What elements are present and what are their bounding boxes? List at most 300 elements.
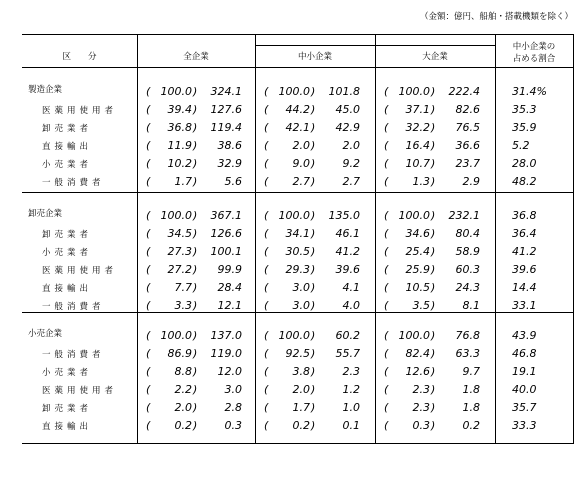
open-paren: (: [384, 121, 389, 134]
close-paren: ): [431, 401, 436, 414]
amount-value: 4.1: [342, 281, 360, 294]
close-paren: ): [431, 299, 436, 312]
close-paren: ): [431, 121, 436, 134]
close-paren: ): [311, 329, 316, 342]
amount-value: 1.2: [342, 383, 360, 396]
percent-value: 39.4: [167, 103, 192, 116]
open-paren: (: [264, 419, 269, 432]
amount-value: 126.6: [210, 227, 242, 240]
percent-value: 1.7: [174, 175, 192, 188]
open-paren: (: [384, 401, 389, 414]
amount-value: 1.0: [342, 401, 360, 414]
close-paren: ): [311, 175, 316, 188]
amount-value: 1.8: [462, 401, 480, 414]
percent-value: 1.3: [412, 175, 430, 188]
share-value: 5.2: [512, 139, 530, 152]
close-paren: ): [311, 365, 316, 378]
amount-value: 55.7: [335, 347, 360, 360]
close-paren: ): [311, 209, 316, 222]
open-paren: (: [146, 365, 151, 378]
open-paren: (: [146, 209, 151, 222]
close-paren: ): [193, 227, 198, 240]
section-title: 製造企業: [28, 85, 63, 95]
open-paren: (: [384, 103, 389, 116]
row-label: 卸売業者: [42, 404, 93, 414]
large-cell: [384, 209, 484, 223]
sme-cell: [264, 347, 364, 361]
percent-value: 100.0: [398, 85, 430, 98]
large-cell: [384, 121, 484, 135]
open-paren: (: [384, 299, 389, 312]
close-paren: ): [431, 365, 436, 378]
share-value: 36.8: [512, 209, 537, 222]
amount-value: 42.9: [335, 121, 360, 134]
amount-value: 41.2: [335, 245, 360, 258]
header-large: 大企業: [422, 52, 448, 62]
row-label: 一般消費者: [42, 178, 105, 188]
share-value: 35.9: [512, 121, 537, 134]
all-cell: [146, 103, 246, 117]
amount-value: 100.1: [210, 245, 242, 258]
row-label: 直接輸出: [42, 422, 93, 432]
amount-value: 99.9: [217, 263, 242, 276]
col-divider: [137, 35, 138, 443]
close-paren: ): [431, 175, 436, 188]
amount-value: 127.6: [210, 103, 242, 116]
amount-value: 367.1: [210, 209, 242, 222]
large-cell: [384, 347, 484, 361]
percent-value: 8.8: [174, 365, 192, 378]
all-cell: [146, 299, 246, 313]
amount-value: 63.3: [455, 347, 480, 360]
close-paren: ): [311, 383, 316, 396]
percent-value: 0.2: [174, 419, 192, 432]
amount-value: 232.1: [448, 209, 480, 222]
row-label: 医薬用使用者: [42, 106, 118, 116]
close-paren: ): [193, 245, 198, 258]
large-cell: [384, 401, 484, 415]
amount-value: 76.5: [455, 121, 480, 134]
large-cell: [384, 85, 484, 99]
amount-value: 119.0: [210, 347, 242, 360]
share-value: 35.3: [512, 103, 537, 116]
close-paren: ): [193, 85, 198, 98]
open-paren: (: [264, 139, 269, 152]
close-paren: ): [431, 245, 436, 258]
open-paren: (: [384, 209, 389, 222]
close-paren: ): [431, 227, 436, 240]
close-paren: ): [431, 139, 436, 152]
percent-value: 10.2: [167, 157, 192, 170]
row-label: 小売業者: [42, 248, 93, 258]
amount-value: 3.0: [224, 383, 242, 396]
percent-value: 2.0: [174, 401, 192, 414]
open-paren: (: [384, 85, 389, 98]
percent-value: 3.0: [292, 299, 310, 312]
open-paren: (: [384, 329, 389, 342]
amount-value: 23.7: [455, 157, 480, 170]
amount-value: 2.8: [224, 401, 242, 414]
amount-value: 76.8: [455, 329, 480, 342]
large-cell: [384, 103, 484, 117]
percent-value: 3.8: [292, 365, 310, 378]
percent-value: 27.2: [167, 263, 192, 276]
close-paren: ): [193, 299, 198, 312]
amount-value: 2.0: [342, 139, 360, 152]
all-cell: [146, 175, 246, 189]
amount-value: 9.2: [342, 157, 360, 170]
share-value: 43.9: [512, 329, 537, 342]
percent-value: 2.3: [412, 383, 430, 396]
share-value: 33.1: [512, 299, 537, 312]
large-cell: [384, 383, 484, 397]
large-cell: [384, 227, 484, 241]
percent-value: 34.5: [167, 227, 192, 240]
col-divider: [255, 35, 256, 443]
large-cell: [384, 281, 484, 295]
amount-value: 8.1: [462, 299, 480, 312]
amount-value: 28.4: [217, 281, 242, 294]
amount-value: 32.9: [217, 157, 242, 170]
percent-value: 27.3: [167, 245, 192, 258]
percent-value: 10.5: [405, 281, 430, 294]
share-value: 48.2: [512, 175, 537, 188]
amount-value: 2.7: [342, 175, 360, 188]
close-paren: ): [431, 263, 436, 276]
sme-cell: [264, 209, 364, 223]
close-paren: ): [193, 139, 198, 152]
large-cell: [384, 157, 484, 171]
close-paren: ): [193, 175, 198, 188]
percent-value: 0.2: [292, 419, 310, 432]
open-paren: (: [264, 157, 269, 170]
open-paren: (: [264, 299, 269, 312]
percent-value: 9.0: [292, 157, 310, 170]
close-paren: ): [193, 121, 198, 134]
percent-value: 100.0: [398, 329, 430, 342]
sme-cell: [264, 263, 364, 277]
percent-value: 2.2: [174, 383, 192, 396]
all-cell: [146, 347, 246, 361]
percent-value: 3.0: [292, 281, 310, 294]
sme-cell: [264, 299, 364, 313]
percent-value: 32.2: [405, 121, 430, 134]
open-paren: (: [146, 401, 151, 414]
percent-value: 42.1: [285, 121, 310, 134]
close-paren: ): [193, 419, 198, 432]
close-paren: ): [193, 209, 198, 222]
open-paren: (: [384, 419, 389, 432]
section-title: 卸売企業: [28, 209, 63, 219]
close-paren: ): [193, 157, 198, 170]
amount-value: 60.2: [335, 329, 360, 342]
open-paren: (: [264, 329, 269, 342]
amount-value: 12.1: [217, 299, 242, 312]
amount-value: 2.3: [342, 365, 360, 378]
header-sme: 中小企業: [297, 52, 332, 62]
open-paren: (: [264, 85, 269, 98]
open-paren: (: [264, 175, 269, 188]
open-paren: (: [384, 281, 389, 294]
percent-value: 100.0: [160, 85, 192, 98]
percent-value: 100.0: [278, 85, 310, 98]
amount-value: 58.9: [455, 245, 480, 258]
all-cell: [146, 227, 246, 241]
large-cell: [384, 365, 484, 379]
large-cell: [384, 419, 484, 433]
percent-value: 25.9: [405, 263, 430, 276]
amount-value: 82.6: [455, 103, 480, 116]
sme-cell: [264, 139, 364, 153]
all-cell: [146, 157, 246, 171]
close-paren: ): [311, 263, 316, 276]
sme-cell: [264, 121, 364, 135]
row-label: 卸売業者: [42, 124, 93, 134]
open-paren: (: [264, 401, 269, 414]
all-cell: [146, 401, 246, 415]
units-note: （金額：億円、船舶・搭載機類を除く）: [420, 12, 574, 22]
open-paren: (: [146, 263, 151, 276]
close-paren: ): [193, 263, 198, 276]
percent-value: 82.4: [405, 347, 430, 360]
percent-value: 44.2: [285, 103, 310, 116]
amount-value: 24.3: [455, 281, 480, 294]
percent-value: 37.1: [405, 103, 430, 116]
open-paren: (: [146, 347, 151, 360]
header-bottom-line: [22, 67, 573, 68]
large-cell: [384, 175, 484, 189]
close-paren: ): [431, 419, 436, 432]
large-cell: [384, 299, 484, 313]
amount-value: 45.0: [335, 103, 360, 116]
open-paren: (: [384, 175, 389, 188]
open-paren: (: [146, 121, 151, 134]
close-paren: ): [431, 157, 436, 170]
header-category: 区 分: [62, 52, 97, 62]
amount-value: 36.6: [455, 139, 480, 152]
large-cell: [384, 139, 484, 153]
close-paren: ): [311, 85, 316, 98]
percent-value: 25.4: [405, 245, 430, 258]
amount-value: 0.2: [462, 419, 480, 432]
sme-cell: [264, 227, 364, 241]
amount-value: 137.0: [210, 329, 242, 342]
section-title: 小売企業: [28, 329, 63, 339]
row-label: 一般消費者: [42, 350, 105, 360]
percent-value: 100.0: [278, 209, 310, 222]
open-paren: (: [146, 139, 151, 152]
amount-value: 39.6: [335, 263, 360, 276]
close-paren: ): [311, 103, 316, 116]
close-paren: ): [311, 227, 316, 240]
percent-value: 2.0: [292, 139, 310, 152]
sme-cell: [264, 383, 364, 397]
open-paren: (: [264, 383, 269, 396]
percent-value: 0.3: [412, 419, 430, 432]
share-value: 40.0: [512, 383, 537, 396]
amount-value: 38.6: [217, 139, 242, 152]
close-paren: ): [431, 209, 436, 222]
all-cell: [146, 329, 246, 343]
open-paren: (: [146, 175, 151, 188]
percent-value: 12.6: [405, 365, 430, 378]
close-paren: ): [311, 347, 316, 360]
amount-value: 119.4: [210, 121, 242, 134]
close-paren: ): [193, 281, 198, 294]
close-paren: ): [311, 401, 316, 414]
percent-value: 30.5: [285, 245, 310, 258]
all-cell: [146, 121, 246, 135]
open-paren: (: [146, 281, 151, 294]
open-paren: (: [384, 263, 389, 276]
sme-cell: [264, 175, 364, 189]
open-paren: (: [146, 227, 151, 240]
row-label: 直接輸出: [42, 284, 93, 294]
share-value: 28.0: [512, 157, 537, 170]
share-value: 36.4: [512, 227, 537, 240]
open-paren: (: [264, 227, 269, 240]
sme-cell: [264, 245, 364, 259]
all-cell: [146, 85, 246, 99]
close-paren: ): [193, 103, 198, 116]
all-cell: [146, 139, 246, 153]
open-paren: (: [264, 103, 269, 116]
percent-value: 2.7: [292, 175, 310, 188]
open-paren: (: [146, 383, 151, 396]
all-cell: [146, 263, 246, 277]
section-divider: [22, 192, 573, 193]
sub-header-line: [255, 45, 495, 46]
close-paren: ): [311, 299, 316, 312]
share-value: 31.4%: [512, 85, 547, 98]
close-paren: ): [431, 383, 436, 396]
close-paren: ): [193, 401, 198, 414]
share-value: 41.2: [512, 245, 537, 258]
amount-value: 60.3: [455, 263, 480, 276]
all-cell: [146, 419, 246, 433]
header-all: 全企業: [183, 52, 209, 62]
open-paren: (: [264, 347, 269, 360]
open-paren: (: [264, 245, 269, 258]
percent-value: 92.5: [285, 347, 310, 360]
share-value: 39.6: [512, 263, 537, 276]
data-table: [22, 34, 574, 444]
all-cell: [146, 383, 246, 397]
large-cell: [384, 329, 484, 343]
percent-value: 16.4: [405, 139, 430, 152]
all-cell: [146, 365, 246, 379]
close-paren: ): [311, 281, 316, 294]
percent-value: 10.7: [405, 157, 430, 170]
amount-value: 80.4: [455, 227, 480, 240]
all-cell: [146, 209, 246, 223]
open-paren: (: [264, 365, 269, 378]
row-label: 小売業者: [42, 160, 93, 170]
row-label: 医薬用使用者: [42, 386, 118, 396]
open-paren: (: [146, 299, 151, 312]
sme-cell: [264, 329, 364, 343]
close-paren: ): [311, 157, 316, 170]
amount-value: 135.0: [328, 209, 360, 222]
share-value: 33.3: [512, 419, 537, 432]
all-cell: [146, 245, 246, 259]
open-paren: (: [146, 85, 151, 98]
amount-value: 222.4: [448, 85, 480, 98]
open-paren: (: [264, 209, 269, 222]
percent-value: 2.3: [412, 401, 430, 414]
col-divider: [375, 35, 376, 443]
open-paren: (: [264, 263, 269, 276]
row-label: 小売業者: [42, 368, 93, 378]
close-paren: ): [431, 103, 436, 116]
sme-cell: [264, 419, 364, 433]
percent-value: 7.7: [174, 281, 192, 294]
row-label: 医薬用使用者: [42, 266, 118, 276]
percent-value: 100.0: [160, 329, 192, 342]
all-cell: [146, 281, 246, 295]
percent-value: 86.9: [167, 347, 192, 360]
close-paren: ): [311, 419, 316, 432]
percent-value: 100.0: [160, 209, 192, 222]
row-label: 直接輸出: [42, 142, 93, 152]
share-value: 46.8: [512, 347, 537, 360]
close-paren: ): [193, 329, 198, 342]
close-paren: ): [431, 85, 436, 98]
percent-value: 29.3: [285, 263, 310, 276]
open-paren: (: [384, 383, 389, 396]
sme-cell: [264, 365, 364, 379]
open-paren: (: [384, 227, 389, 240]
open-paren: (: [384, 347, 389, 360]
sme-cell: [264, 85, 364, 99]
close-paren: ): [193, 365, 198, 378]
amount-value: 4.0: [342, 299, 360, 312]
open-paren: (: [146, 329, 151, 342]
close-paren: ): [193, 347, 198, 360]
percent-value: 36.8: [167, 121, 192, 134]
close-paren: ): [311, 121, 316, 134]
close-paren: ): [193, 383, 198, 396]
percent-value: 11.9: [167, 139, 192, 152]
row-label: 一般消費者: [42, 302, 105, 312]
percent-value: 34.1: [285, 227, 310, 240]
close-paren: ): [431, 347, 436, 360]
open-paren: (: [264, 281, 269, 294]
percent-value: 3.3: [174, 299, 192, 312]
amount-value: 1.8: [462, 383, 480, 396]
amount-value: 5.6: [224, 175, 242, 188]
amount-value: 101.8: [328, 85, 360, 98]
sme-cell: [264, 103, 364, 117]
amount-value: 12.0: [217, 365, 242, 378]
amount-value: 0.3: [224, 419, 242, 432]
open-paren: (: [146, 157, 151, 170]
percent-value: 2.0: [292, 383, 310, 396]
open-paren: (: [384, 245, 389, 258]
amount-value: 324.1: [210, 85, 242, 98]
percent-value: 100.0: [278, 329, 310, 342]
amount-value: 2.9: [462, 175, 480, 188]
open-paren: (: [146, 419, 151, 432]
sme-cell: [264, 157, 364, 171]
open-paren: (: [264, 121, 269, 134]
sme-cell: [264, 281, 364, 295]
close-paren: ): [431, 329, 436, 342]
large-cell: [384, 263, 484, 277]
close-paren: ): [311, 139, 316, 152]
sme-cell: [264, 401, 364, 415]
share-value: 19.1: [512, 365, 537, 378]
